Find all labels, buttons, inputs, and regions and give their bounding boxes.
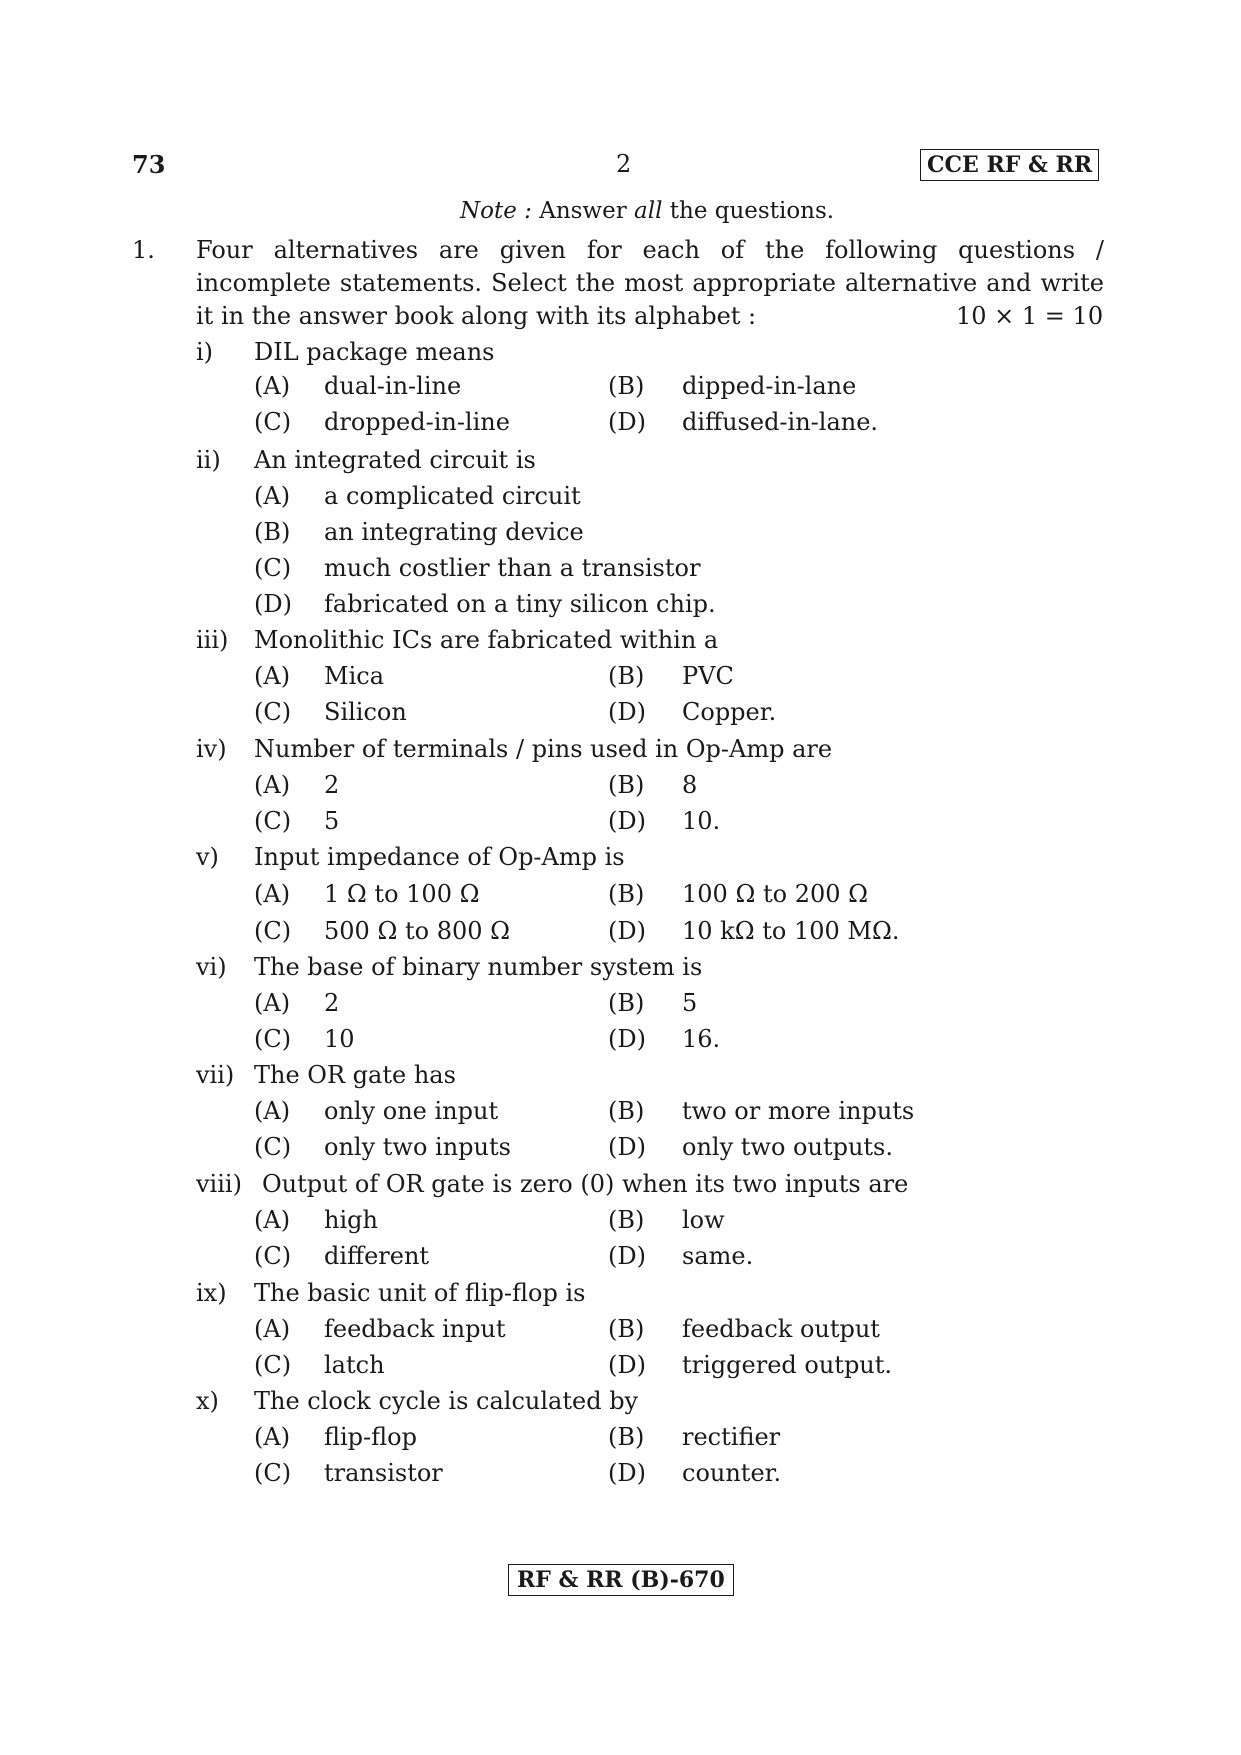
option-label: (A) (254, 1206, 291, 1234)
option-text: different (324, 1242, 430, 1270)
option-label: (C) (254, 807, 292, 835)
option-label: (A) (254, 482, 291, 510)
option-text: 2 (324, 989, 340, 1017)
sub-question-text: Input impedance of Op-Amp is (254, 843, 625, 871)
option-text: diffused-in-lane. (682, 408, 879, 436)
option-text: rectifier (682, 1423, 781, 1451)
sub-question-number: x) (196, 1387, 219, 1415)
sub-question-text: The base of binary number system is (254, 953, 703, 981)
option-text: 10 kΩ to 100 MΩ. (682, 917, 900, 945)
sub-question-number: iv) (196, 735, 227, 763)
option-label: (D) (608, 1133, 646, 1161)
option-label: (D) (608, 1242, 646, 1270)
question-marks: 10 × 1 = 10 (956, 302, 1104, 330)
page-code: 73 (132, 150, 166, 179)
sub-question-text: Output of OR gate is zero (0) when its two inputs are (262, 1170, 909, 1198)
option-text: latch (324, 1351, 385, 1379)
sub-question-number: v) (196, 843, 219, 871)
sub-question-number: vi) (196, 953, 227, 981)
option-label: (A) (254, 880, 291, 908)
option-label: (A) (254, 989, 291, 1017)
option-label: (C) (254, 1459, 292, 1487)
option-label: (B) (608, 1206, 645, 1234)
option-text: counter. (682, 1459, 782, 1487)
option-text: same. (682, 1242, 754, 1270)
option-label: (D) (608, 1459, 646, 1487)
sub-question-number: vii) (196, 1061, 235, 1089)
option-text: Mica (324, 662, 384, 690)
option-text: 8 (682, 771, 698, 799)
option-text: Copper. (682, 698, 777, 726)
footer-code-box: RF & RR (B)-670 (508, 1564, 734, 1596)
option-label: (A) (254, 1315, 291, 1343)
option-text: 2 (324, 771, 340, 799)
option-text: triggered output. (682, 1351, 893, 1379)
page-number: 2 (616, 150, 632, 178)
option-text: only one input (324, 1097, 499, 1125)
option-label: (B) (608, 1315, 645, 1343)
option-label: (B) (608, 880, 645, 908)
option-label: (D) (608, 917, 646, 945)
option-text: fabricated on a tiny silicon chip. (324, 590, 716, 618)
option-text: 10 (324, 1025, 355, 1053)
option-label: (D) (608, 1351, 646, 1379)
option-label: (C) (254, 1025, 292, 1053)
option-label: (C) (254, 1351, 292, 1379)
option-text: 100 Ω to 200 Ω (682, 880, 869, 908)
sub-question-number: ix) (196, 1279, 227, 1307)
option-text: low (682, 1206, 725, 1234)
option-text: 500 Ω to 800 Ω (324, 917, 511, 945)
note-text-pre: Answer (539, 198, 627, 224)
sub-question-text: The clock cycle is calculated by (254, 1387, 639, 1415)
option-text: high (324, 1206, 378, 1234)
option-text: an integrating device (324, 518, 584, 546)
option-label: (B) (608, 1097, 645, 1125)
option-text: 16. (682, 1025, 721, 1053)
sub-question-number: viii) (196, 1170, 242, 1198)
option-label: (D) (608, 698, 646, 726)
sub-question-text: Number of terminals / pins used in Op-Amp are (254, 735, 833, 763)
sub-question-text: The OR gate has (254, 1061, 456, 1089)
note-line (460, 198, 834, 224)
option-label: (A) (254, 1097, 291, 1125)
exam-code-box: CCE RF & RR (920, 149, 1099, 181)
option-label: (C) (254, 698, 292, 726)
option-text: feedback output (682, 1315, 880, 1343)
option-label: (B) (608, 989, 645, 1017)
option-label: (B) (608, 1423, 645, 1451)
option-text: dipped-in-lane (682, 372, 857, 400)
option-text: flip-flop (324, 1423, 417, 1451)
option-text: PVC (682, 662, 734, 690)
note-text-emphasis: all (634, 198, 663, 224)
note-label: Note : (460, 198, 532, 224)
option-text: two or more inputs (682, 1097, 915, 1125)
option-text: only two inputs (324, 1133, 511, 1161)
option-text: much costlier than a transistor (324, 554, 701, 582)
option-text: only two outputs. (682, 1133, 893, 1161)
option-label: (C) (254, 554, 292, 582)
option-label: (B) (608, 771, 645, 799)
sub-question-text: The basic unit of flip-flop is (254, 1279, 586, 1307)
option-label: (A) (254, 771, 291, 799)
question-stem-line-1: Four alternatives are given for each of the following questions / (196, 236, 1104, 264)
option-label: (D) (608, 408, 646, 436)
sub-question-number: iii) (196, 626, 229, 654)
option-text: a complicated circuit (324, 482, 581, 510)
option-text: transistor (324, 1459, 443, 1487)
option-label: (B) (254, 518, 291, 546)
note-text-post: the questions. (669, 198, 835, 224)
option-label: (A) (254, 1423, 291, 1451)
sub-question-text: DIL package means (254, 338, 495, 366)
option-text: 1 Ω to 100 Ω (324, 880, 480, 908)
question-stem-line-3: it in the answer book along with its alphabet : (196, 302, 757, 330)
option-label: (C) (254, 408, 292, 436)
option-label: (C) (254, 917, 292, 945)
option-text: dual-in-line (324, 372, 462, 400)
option-text: Silicon (324, 698, 407, 726)
option-label: (B) (608, 662, 645, 690)
option-label: (A) (254, 372, 291, 400)
option-text: 10. (682, 807, 721, 835)
option-text: 5 (324, 807, 340, 835)
option-label: (A) (254, 662, 291, 690)
option-label: (B) (608, 372, 645, 400)
question-number: 1. (132, 236, 155, 264)
sub-question-text: An integrated circuit is (254, 446, 536, 474)
option-label: (C) (254, 1133, 292, 1161)
option-label: (D) (608, 1025, 646, 1053)
sub-question-number: ii) (196, 446, 221, 474)
option-text: dropped-in-line (324, 408, 510, 436)
option-label: (C) (254, 1242, 292, 1270)
sub-question-text: Monolithic ICs are fabricated within a (254, 626, 719, 654)
option-text: 5 (682, 989, 698, 1017)
sub-question-number: i) (196, 338, 214, 366)
question-stem-line-2: incomplete statements. Select the most appropriate alternative and write (196, 269, 1104, 297)
option-label: (D) (254, 590, 292, 618)
option-text: feedback input (324, 1315, 506, 1343)
option-label: (D) (608, 807, 646, 835)
